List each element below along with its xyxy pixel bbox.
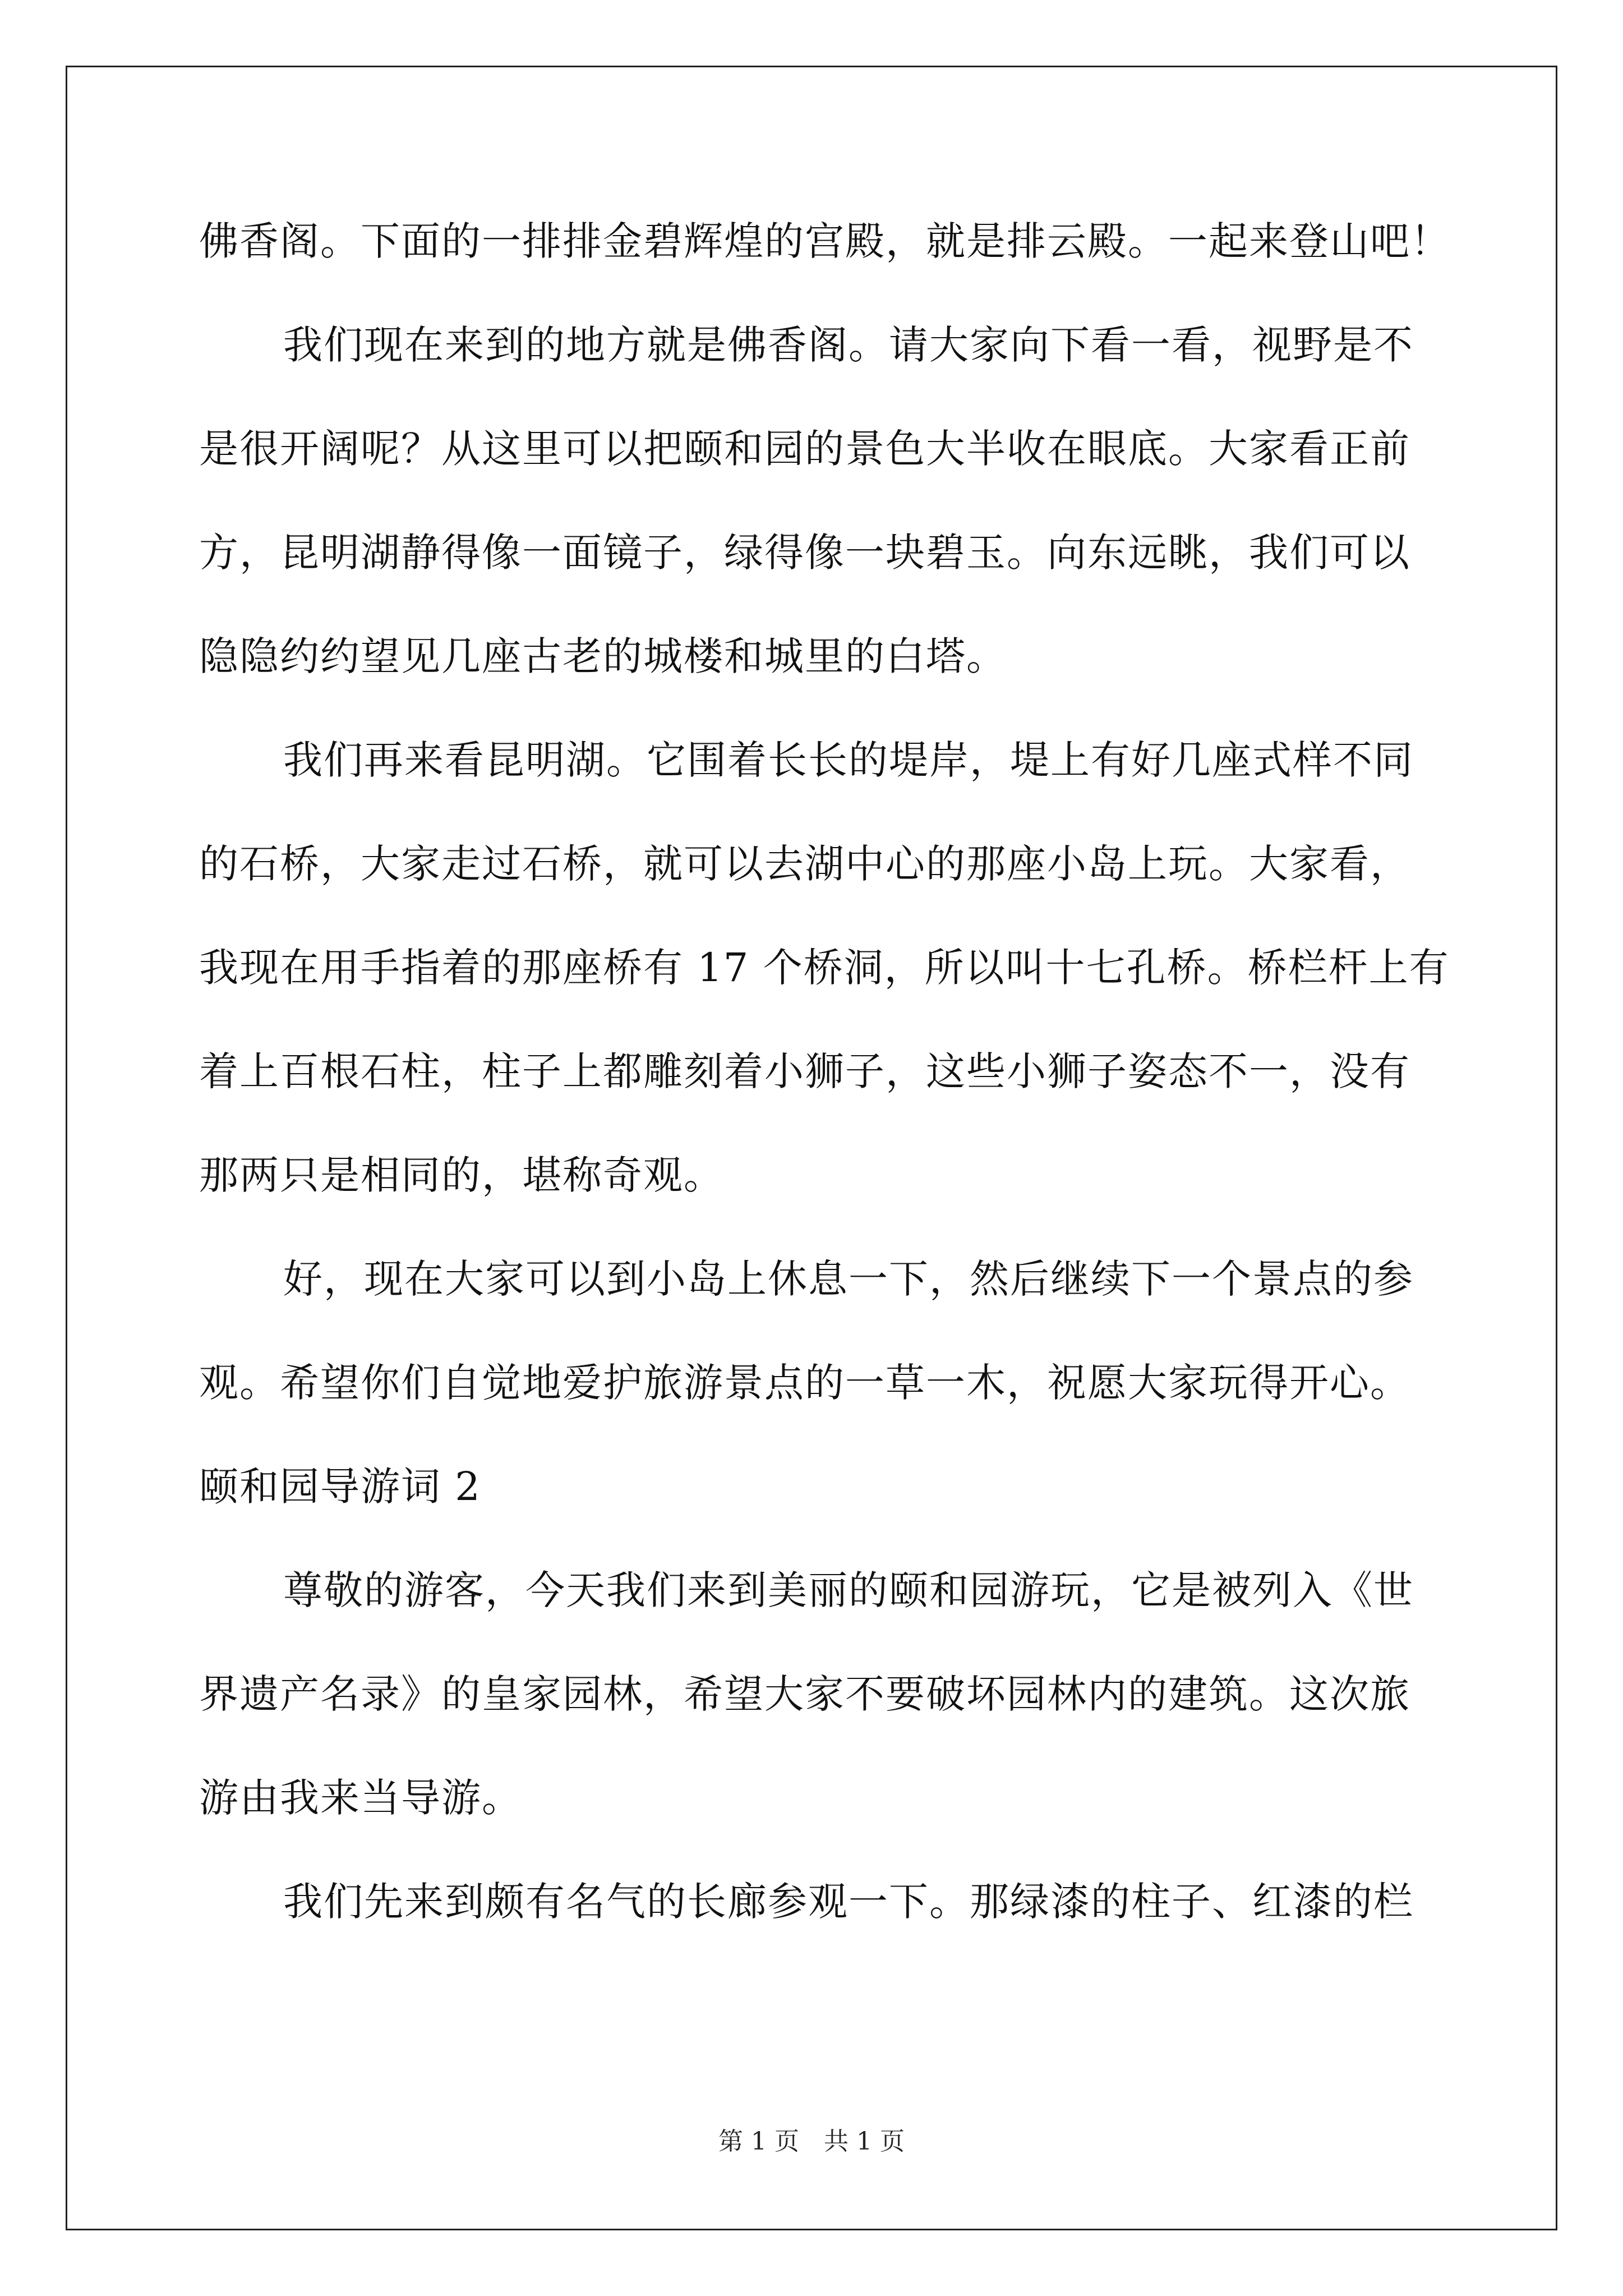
text-line: 方，昆明湖静得像一面镜子，绿得像一块碧玉。向东远眺，我们可以	[199, 530, 1410, 576]
text-line: 界遗产名录》的皇家园林，希望大家不要破坏园林内的建筑。这次旅	[199, 1671, 1410, 1717]
text-line: 观。希望你们自觉地爱护旅游景点的一草一木，祝愿大家玩得开心。	[199, 1360, 1410, 1406]
page-footer: 第 1 页 共 1 页	[718, 2127, 905, 2156]
text-line: 我现在用手指着的那座桥有 17 个桥洞，所以叫十七孔桥。桥栏杆上有	[199, 945, 1450, 991]
text-line: 我们现在来到的地方就是佛香阁。请大家向下看一看，视野是不	[283, 322, 1414, 368]
section-heading: 颐和园导游词 2	[199, 1464, 481, 1510]
text-line: 好，现在大家可以到小岛上休息一下，然后继续下一个景点的参	[283, 1256, 1414, 1302]
text-line: 着上百根石柱，柱子上都雕刻着小狮子，这些小狮子姿态不一，没有	[199, 1048, 1410, 1094]
text-line: 我们先来到颇有名气的长廊参观一下。那绿漆的柱子、红漆的栏	[283, 1879, 1414, 1925]
text-line: 隐隐约约望见几座古老的城楼和城里的白塔。	[199, 633, 1007, 679]
text-line: 的石桥，大家走过石桥，就可以去湖中心的那座小岛上玩。大家看，	[199, 841, 1410, 887]
text-line: 佛香阁。下面的一排排金碧辉煌的宫殿，就是排云殿。一起来登山吧！	[199, 218, 1451, 264]
text-line: 我们再来看昆明湖。它围着长长的堤岸，堤上有好几座式样不同	[283, 737, 1414, 783]
text-line: 是很开阔呢？从这里可以把颐和园的景色大半收在眼底。大家看正前	[199, 426, 1410, 472]
text-line: 尊敬的游客，今天我们来到美丽的颐和园游玩，它是被列入《世	[283, 1567, 1414, 1613]
text-line: 游由我来当导游。	[199, 1775, 522, 1821]
text-line: 那两只是相同的，堪称奇观。	[199, 1152, 724, 1198]
